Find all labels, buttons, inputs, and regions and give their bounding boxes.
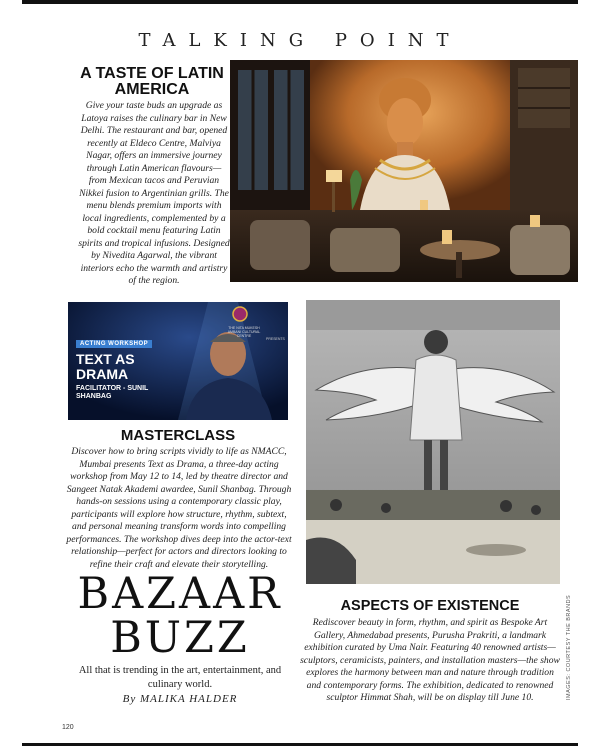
masterclass-body: Discover how to bring scripts vividly to life as NMACC, Mumbai presents Text as Drama, a three-day acting workshop from May 12 to 14, led by theatre director and Sangeet Natak Akademi awardee, Sunil Shanbag. Through hands-on sessions using a contemporary classic play, participants will explore how structure, rhythm, subtext, and personal meaning transform words into compelling performances. The workshop dives deep into the actor-text relationship—perfect for actors and directors looking to refine their craft and elevate their storytelling. — [66, 446, 292, 570]
bazaar-tagline: All that is trending in the art, entertainment, and culinary world. — [78, 665, 282, 690]
poster-tag: ACTING WORKSHOP — [76, 340, 152, 348]
aspects-body: Rediscover beauty in form, rhythm, and spirit as Bespoke Art Gallery, Ahmedabad presents, Purusha Prakriti, a landmark exhibition curated by Uma Nair. Featuring 40 renowned artists—sculptors, ceramicists, painters, and installation masters—the show explores the harmony between man and nature through tradition and contemporary forms. The exhibition, dedicated to renowned sculptor Himmat Shah, will be on display till June 10. — [300, 617, 560, 703]
bazaar-title-line2: BUZZ — [110, 613, 250, 663]
bazaar-title-line1: BAZAAR — [77, 569, 283, 619]
restaurant-photo — [230, 60, 578, 282]
latin-headline: A TASTE OF LATIN AMERICA — [80, 65, 224, 98]
section-title: TALKING POINT — [138, 30, 462, 51]
artwork-image — [306, 300, 560, 584]
bottom-rule — [22, 743, 578, 746]
image-credit: IMAGES: COURTESY THE BRANDS — [566, 594, 572, 700]
aspects-headline: ASPECTS OF EXISTENCE — [340, 598, 520, 614]
poster-presents: PRESENTS — [266, 337, 285, 341]
poster-logo-text: THE NITA MUKESH AMBANI CULTURAL CENTRE — [227, 326, 261, 338]
workshop-poster — [68, 302, 288, 420]
masterclass-headline: MASTERCLASS — [120, 427, 236, 444]
bazaar-byline: By MALIKA HALDER — [122, 693, 238, 705]
latin-body: Give your taste buds an upgrade as Latoya raises the culinary bar in New Delhi. The restaurant and bar, opened recently at Eldeco Centre, Malviya Nagar, offers an immersive journey through Latin American flavours—from Mexican tacos and Peruvian Nikkei fusion to Argentinian grills. The menu blends premium imports with local ingredients, complemented by a bold cocktail menu featuring Latin spirits and tropical infusions. Designed by Nivedita Agarwal, the vibrant interiors echo the warmth and artistry of the region. — [78, 100, 230, 286]
poster-title: TEXT AS DRAMA — [76, 351, 135, 382]
winged-figure-painting — [306, 300, 560, 584]
page-number: 120 — [62, 724, 74, 731]
poster-facilitator: FACILITATOR - SUNIL SHANBAG — [76, 385, 149, 400]
bazaar-buzz-title — [70, 569, 290, 663]
restaurant-interior-image — [230, 60, 578, 282]
top-rule — [22, 0, 578, 4]
